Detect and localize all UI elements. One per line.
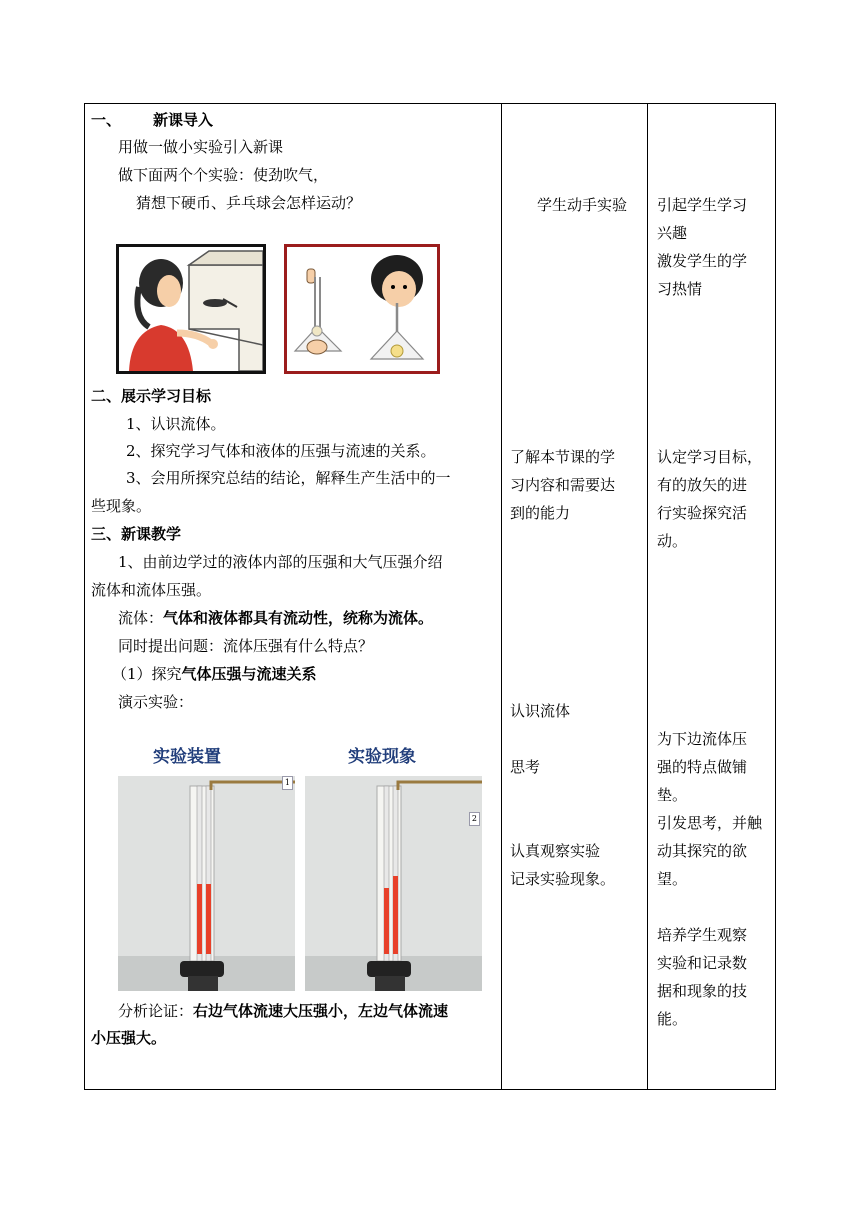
photo-number-1: 1 <box>282 776 293 790</box>
manometer-setup-icon <box>118 776 295 991</box>
analysis-line-2: 小压强大。 <box>91 1029 167 1047</box>
intent-2c: 行实验探究活 <box>657 504 748 522</box>
girl-blowing-coin-icon <box>119 247 263 371</box>
goal-3-line-2: 些现象。 <box>91 497 152 515</box>
intro-line-1: 用做一做小实验引入新课 <box>118 138 284 156</box>
teaching-content-column <box>85 104 501 1089</box>
intent-3f: 望。 <box>657 870 688 888</box>
explore-prefix: （1）探究 <box>112 665 182 683</box>
section1-heading: 新课导入 <box>153 111 214 129</box>
intent-2a: 认定学习目标， <box>657 448 763 466</box>
intro-line-3: 猜想下硬币、乒乓球会怎样运动？ <box>136 194 362 212</box>
intent-3j: 能。 <box>657 1010 688 1028</box>
result-photo <box>305 776 482 991</box>
intent-1c: 激发学生的学 <box>657 252 748 270</box>
intent-3c: 垫。 <box>657 786 688 804</box>
intent-3g: 培养学生观察 <box>657 926 748 944</box>
intent-1a: 引起学生学习 <box>657 196 748 214</box>
section1-number: 一、 <box>91 111 122 129</box>
intent-3h: 实验和记录数 <box>657 954 748 972</box>
analysis-conclusion: 右边气体流速大压强小，左边气体流速 <box>193 1002 449 1020</box>
activity-observe-1: 认真观察实验 <box>510 842 601 860</box>
intent-3i: 据和现象的技 <box>657 982 748 1000</box>
intent-3e: 动其探究的欲 <box>657 842 748 860</box>
section3-heading: 三、新课教学 <box>91 525 182 543</box>
lesson-plan-table <box>84 103 776 1090</box>
demo-label: 演示实验： <box>118 693 194 711</box>
intent-1b: 兴趣 <box>657 224 688 242</box>
activity-observe-2: 记录实验现象。 <box>510 870 616 888</box>
coin-experiment-illustration <box>116 244 266 374</box>
fluid-label: 流体： <box>118 609 164 627</box>
goal-3-line-1: 3、会用所探究总结的结论，解释生产生活中的一 <box>126 469 451 487</box>
intent-3b: 强的特点做铺 <box>657 758 748 776</box>
goal-2: 2、探究学习气体和液体的压强与流速的关系。 <box>126 442 436 460</box>
activity-hands-on: 学生动手实验 <box>537 196 628 214</box>
explore-heading <box>112 664 317 684</box>
teaching-para-line-2: 流体和流体压强。 <box>91 581 212 599</box>
goal-1: 1、认识流体。 <box>126 415 226 433</box>
photo-title-setup: 实验装置 <box>153 747 221 767</box>
fluid-definition <box>118 608 433 628</box>
pingpong-experiment-illustration <box>284 244 440 374</box>
activity-think: 思考 <box>510 758 541 776</box>
intent-3d: 引发思考，并触 <box>657 814 763 832</box>
activity-know-fluid: 认识流体 <box>510 702 571 720</box>
intent-2d: 动。 <box>657 532 688 550</box>
intro-line-2: 做下面两个个实验：使劲吹气， <box>118 166 329 184</box>
teaching-para-line-1: 1、由前边学过的液体内部的压强和大气压强介绍 <box>118 553 443 571</box>
analysis-prefix: 分析论证： <box>118 1002 194 1020</box>
section2-heading: 二、展示学习目标 <box>91 387 212 405</box>
design-intent-column <box>648 104 776 1089</box>
activity-understand-2: 习内容和需要达 <box>510 476 616 494</box>
intent-2b: 有的放矢的进 <box>657 476 748 494</box>
student-activity-column <box>502 104 647 1089</box>
funnel-blowing-icon <box>287 247 437 371</box>
activity-understand-3: 到的能力 <box>510 504 571 522</box>
intent-1d: 习热情 <box>657 280 703 298</box>
activity-understand-1: 了解本节课的学 <box>510 448 616 466</box>
photo-title-result: 实验现象 <box>348 747 416 767</box>
fluid-definition-text: 气体和液体都具有流动性，统称为流体。 <box>163 609 434 627</box>
question-text: 同时提出问题：流体压强有什么特点？ <box>118 637 374 655</box>
photo-number-2: 2 <box>469 812 480 826</box>
explore-topic: 气体压强与流速关系 <box>181 665 317 683</box>
intent-3a: 为下边流体压 <box>657 730 748 748</box>
manometer-result-icon <box>305 776 482 991</box>
setup-photo <box>118 776 295 991</box>
analysis-line-1 <box>118 1001 448 1021</box>
